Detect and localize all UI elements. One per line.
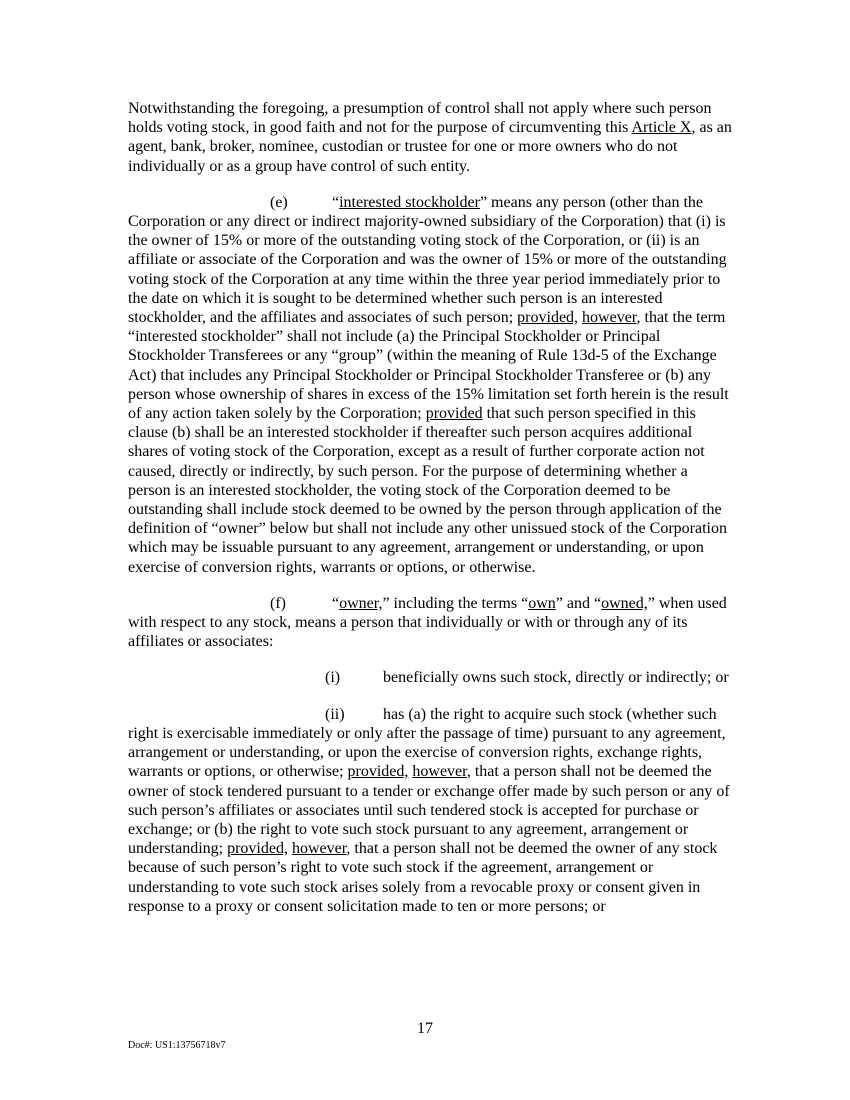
clause-i [128,668,732,687]
underlined-term: own [528,594,556,612]
document-body [128,99,732,916]
underlined-term: Article X [631,119,692,137]
doc-id-footer: Doc#: US1:13756718v7 [128,1040,226,1051]
text-segment: that such person specified in this clause (b) shall be an interested stockholder if thereafter such person acquires additional shares of voting stock of the Corporation, except as a result of further corporate action not caused, directly or indirectly, by such person. For the purpose of determining whether a person is an interested stockholder, the voting stock of the Corporation deemed to be outstanding shall include stock deemed to be owned by the person through application of the definition of “owner” below but shall not include any other unissued stock of the Corporation which may be issuable pursuant to any agreement, arrangement or understanding, or upon exercise of conversion rights, warrants or options, or otherwise. [128,405,727,576]
underlined-term: interested stockholder [339,193,480,211]
underlined-term: provided, [227,840,288,858]
underlined-term: owned, [601,594,648,612]
text-segment: “ [332,594,340,612]
underlined-term: provided, [347,763,409,781]
page-number: 17 [417,1020,433,1037]
paragraph-f-label: (f) [270,594,286,612]
underlined-term: owner, [339,594,383,612]
clause-i-label: (i) [325,669,341,687]
text-segment: ” and “ [555,594,602,612]
paragraph-e [128,193,732,577]
text-segment: ” including the terms “ [382,594,529,612]
clause-ii [128,705,732,916]
underlined-term: provided [425,405,483,423]
underlined-term: however [582,309,637,327]
text-segment: beneficially owns such stock, directly or indirectly; or [383,669,729,687]
text-segment: “ [332,193,340,211]
underlined-term: provided, [517,309,579,327]
paragraph-continuation [128,99,732,176]
text-segment: , as an agent, bank, broker, nominee, custodian or trustee for one or more owners who do not individually or as a group have control of such entity. [128,119,732,175]
text-segment: , that the term “interested stockholder” shall not include (a) the Principal Stockholder or Principal Stockholder Transferees or any “group” (within the meaning of Rule 13d-5 of the Exchange Act) that includes any Principal Stockholder or Principal Stockholder Transferee or (b) any person whose ownership of shares in excess of the 15% limitation set forth herein is the result of any action taken solely by the Corporation; [128,309,729,423]
text-segment: Notwithstanding the foregoing, a presumption of control shall not apply where such person holds voting stock, in good faith and not for the purpose of circumventing this [128,100,712,137]
underlined-term: however [291,840,347,858]
underlined-term: however [412,763,467,781]
clause-ii-label: (ii) [325,705,345,723]
paragraph-f [128,594,732,652]
text-segment: ” when used with respect to any stock, means a person that individually or with or through any of its affiliates or associates: [128,594,727,651]
text-segment: has (a) the right to acquire such stock (whether such right is exercisable immediately or only after the passage of time) pursuant to any agreement, arrangement or understanding, or upon the exercise of conversion rights, exchange rights, warrants or options, or otherwise; [128,705,726,781]
text-segment: , that a person shall not be deemed the owner of any stock because of such person’s right to vote such stock if the agreement, arrangement or understanding to vote such stock arises solely from a revocable proxy or consent given in response to a proxy or consent solicitation made to ten or more persons; or [128,840,718,915]
text-segment: ” means any person (other than the Corporation or any direct or indirect majority-owned subsidiary of the Corporation) that (i) is the owner of 15% or more of the outstanding voting stock of the Corporation, or (ii) is an affiliate or associate of the Corporation and was the owner of 15% or more of the outstanding voting stock of the Corporation at any time within the three year period immediately prior to the date on which it is sought to be determined whether such person is an interested stockholder, and the affiliates and associates of such person; [128,193,727,327]
text-segment: , that a person shall not be deemed the owner of stock tendered pursuant to a tender or exchange offer made by such person or any of such person’s affiliates or associates until such tendered stock is accepted for purchase or exchange; or (b) the right to vote such stock pursuant to any agreement, arrangement or understanding; [128,763,730,858]
paragraph-e-label: (e) [270,193,288,211]
